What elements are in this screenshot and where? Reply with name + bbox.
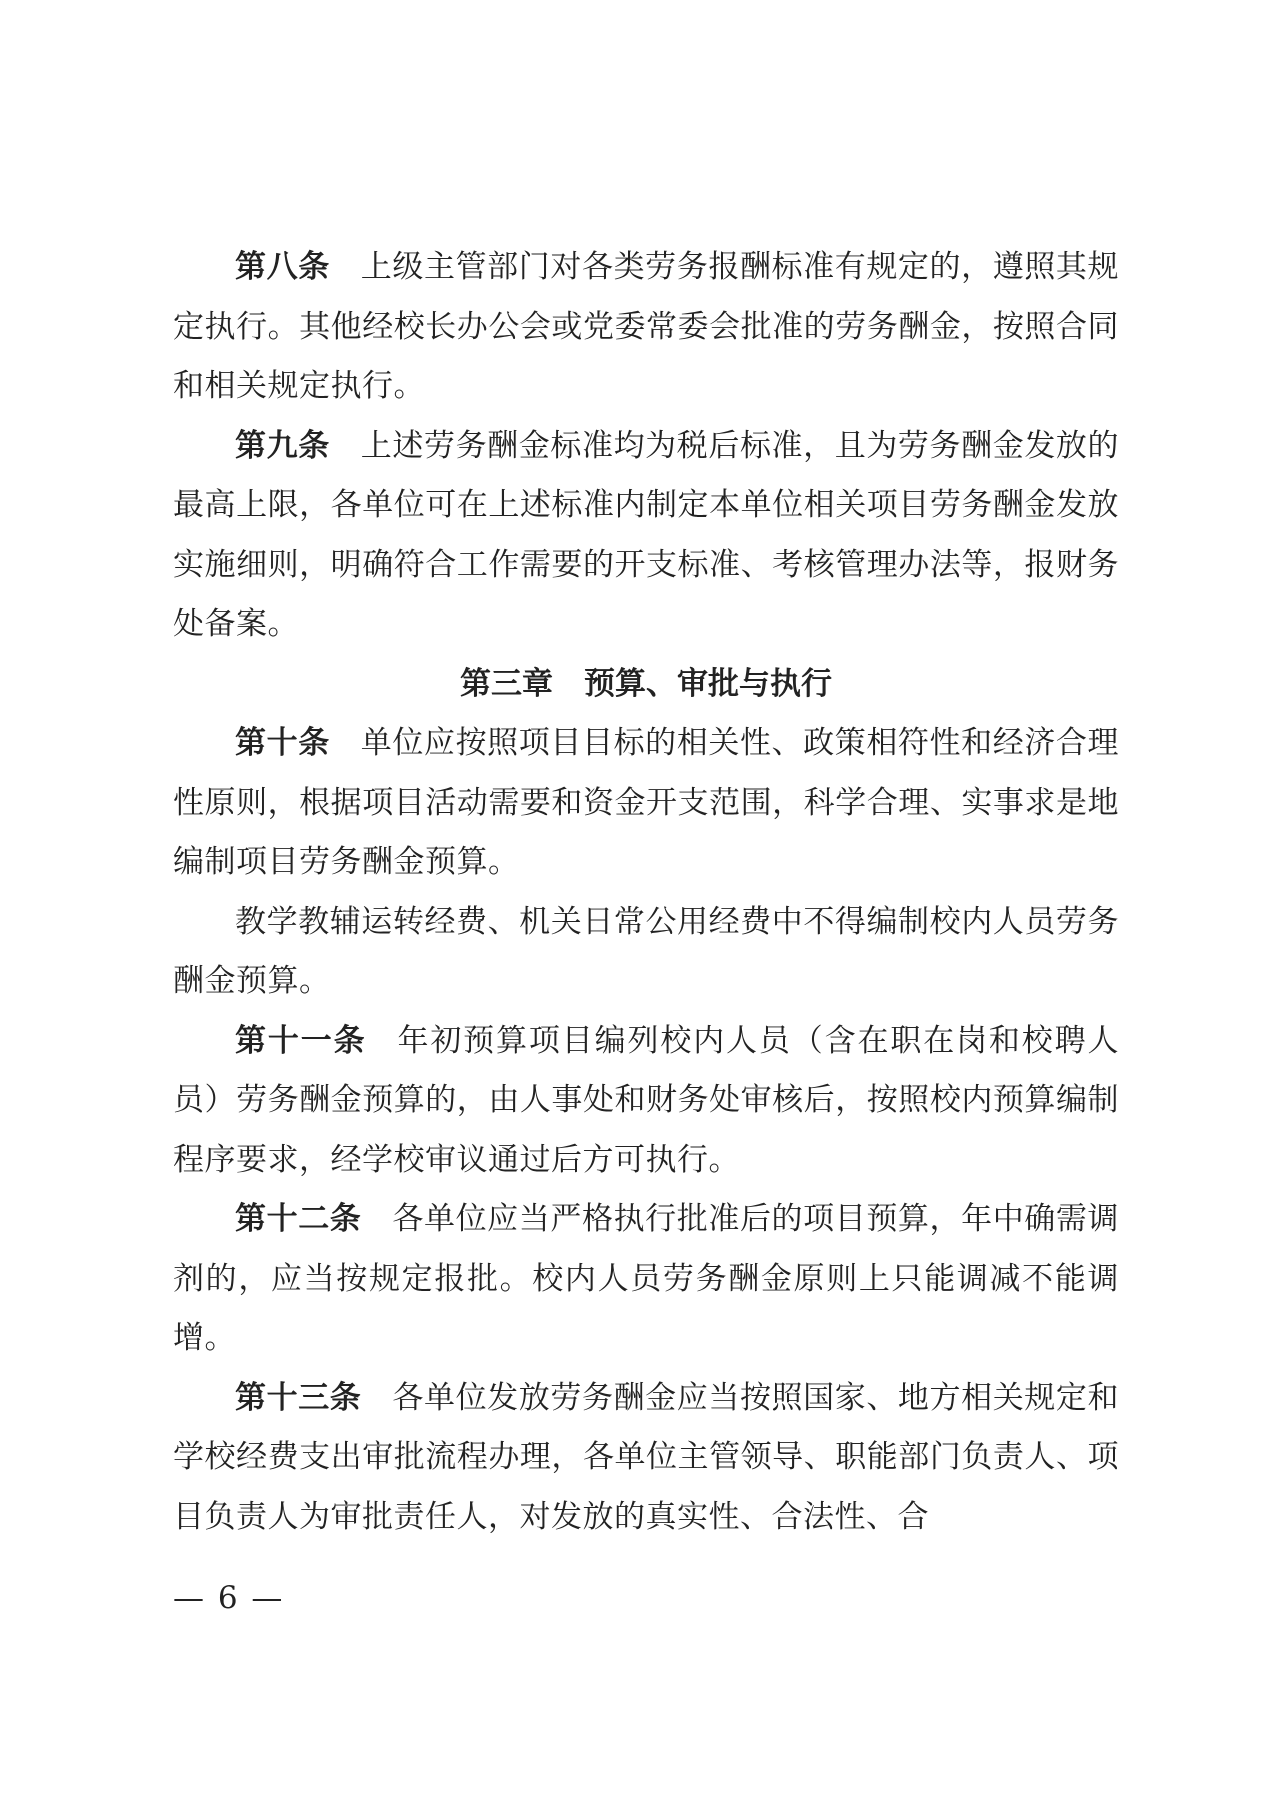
article-11-label: 第十一条 <box>235 1022 367 1059</box>
article-11-text: 年初预算项目编列校内人员（含在职在岗和校聘人员）劳务酬金预算的，由人事处和财务处审核后，按照校内预算编制程序要求，经学校审议通过后方可执行。 <box>173 1022 1120 1178</box>
article-13-label: 第十三条 <box>235 1379 362 1416</box>
article-9-label: 第九条 <box>235 427 330 464</box>
article-10-paragraph-2-text: 教学教辅运转经费、机关日常公用经费中不得编制校内人员劳务酬金预算。 <box>173 903 1119 999</box>
article-13-text: 各单位发放劳务酬金应当按照国家、地方相关规定和学校经费支出审批流程办理，各单位主管领导、职能部门负责人、项目负责人为审批责任人，对发放的真实性、合法性、合 <box>173 1379 1120 1535</box>
chapter-number: 第三章 <box>460 665 553 702</box>
document-body <box>173 238 1119 1547</box>
article-10-paragraph-2 <box>173 893 1119 1012</box>
article-9-text: 上述劳务酬金标准均为税后标准，且为劳务酬金发放的最高上限，各单位可在上述标准内制定本单位相关项目劳务酬金发放实施细则，明确符合工作需要的开支标准、考核管理办法等，报财务处备案。 <box>173 427 1120 642</box>
chapter-heading <box>173 655 1119 715</box>
article-13 <box>173 1369 1119 1548</box>
article-8 <box>173 238 1119 417</box>
article-8-text: 上级主管部门对各类劳务报酬标准有规定的，遵照其规定执行。其他经校长办公会或党委常委会批准的劳务酬金，按照合同和相关规定执行。 <box>173 249 1120 404</box>
chapter-title: 预算、审批与执行 <box>584 665 832 702</box>
article-12-label: 第十二条 <box>235 1201 362 1237</box>
article-10-text: 单位应按照项目目标的相关性、政策相符性和经济合理性原则，根据项目活动需要和资金开支范围，科学合理、实事求是地编制项目劳务酬金预算。 <box>173 725 1120 880</box>
article-11 <box>173 1012 1119 1191</box>
article-10-label: 第十条 <box>235 725 330 761</box>
page-number: — 6 — <box>173 1580 285 1616</box>
article-8-label: 第八条 <box>235 249 330 285</box>
article-9 <box>173 417 1119 655</box>
article-10 <box>173 714 1119 893</box>
article-12-text: 各单位应当严格执行批准后的项目预算，年中确需调剂的，应当按规定报批。校内人员劳务酬金原则上只能调减不能调增。 <box>173 1201 1120 1356</box>
article-12 <box>173 1190 1119 1369</box>
